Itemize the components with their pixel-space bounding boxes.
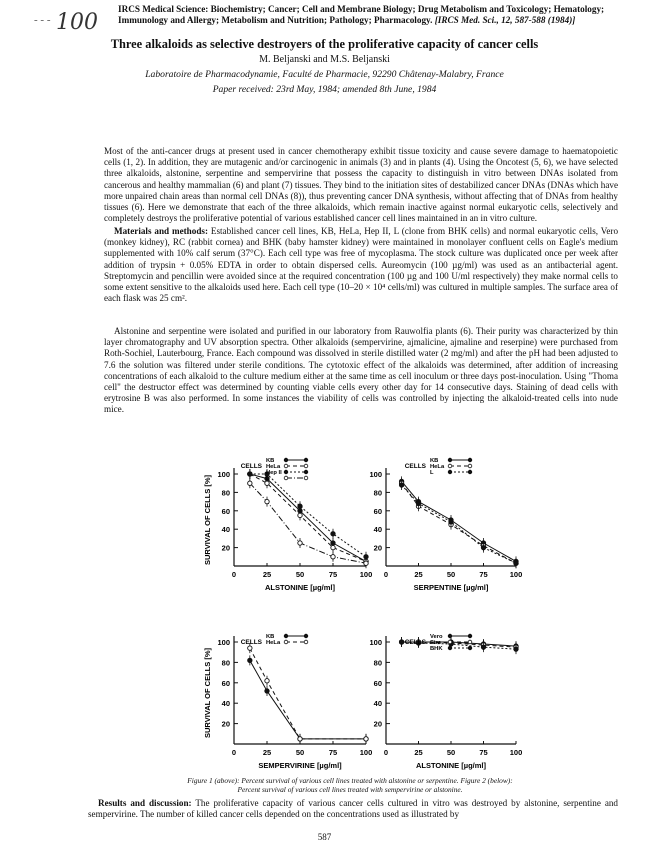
data-point (399, 483, 403, 487)
legend-marker (304, 464, 308, 468)
data-point (364, 561, 368, 565)
legend-marker (448, 470, 452, 474)
y-tick-label: 40 (221, 699, 230, 709)
journal-header (118, 4, 646, 26)
legend-marker (468, 458, 472, 462)
y-tick-label: 40 (373, 699, 382, 709)
x-axis-label-4: ALSTONINE [µg/ml] (415, 761, 487, 770)
results-paragraph: Results and discussion: The proliferative capacity of various cancer cells cultured in vitro was destroyed by alstonine, serpentine and sempervirine. The number of killed cancer cells depended on the concentrations used as illustrated by (88, 798, 618, 820)
y-tick-label: 80 (373, 658, 382, 668)
margin-mark: - - - (34, 14, 51, 26)
x-tick-label: 75 (479, 748, 488, 757)
legend-marker (468, 640, 472, 644)
legend-marker (448, 464, 452, 468)
x-tick-label: 25 (262, 570, 272, 579)
data-point (331, 532, 335, 536)
series-line-kb (402, 481, 516, 561)
figure-panels (196, 458, 536, 776)
y-tick-label: 60 (221, 678, 230, 688)
isolation-paragraph: Alstonine and serpentine were isolated and purified in our laboratory from Rauwolfia plants (6). Their purity was characterized by thin layer chromatography and UV absorption spectra. Other alkaloids (sempervirine, ajmalicine, ajmaline and reserpine) were purchased from Roth-Sochiel, Lauterbourg, France. Each compound was dissolved in sterile distilled water (2 mg/ml) and after the pH had been adjusted to 7.6 the solution was filtered under sterile conditions. The cytotoxic effect of the alkaloids was determined, after addition of increasing concentrations of each alkaloid to the culture medium either at the same time as cell inoculum or three days post-inoculation. Using "Thoma cell" the destructor effect was determined by counting viable cells every other day for 14 consecutive days. Staining of dead cells with erytrosine B was also performed. In some instances the viability of cells was controlled by injecting the alkaloid-treated cells into nude mice. (104, 326, 618, 415)
series-line-kb (250, 660, 366, 739)
data-point (364, 737, 368, 741)
data-point (416, 501, 420, 505)
y-tick-label: 20 (373, 543, 382, 553)
y-tick-label: 60 (373, 678, 382, 688)
y-tick-label: 100 (369, 638, 382, 647)
legend-entry: L (430, 470, 434, 476)
caption-line-2: Percent survival of various cell lines treated with sempervirine or alstonine. (237, 785, 463, 794)
x-tick-label: 25 (414, 570, 423, 579)
y-tick-label: 20 (221, 719, 230, 729)
article-title: Three alkaloids as selective destroyers of the proliferative capacity of cancer cells (110, 37, 539, 51)
data-point (248, 658, 252, 662)
caption-line-1: Figure 1 (above): Percent survival of various cell lines treated with alstonine or serpentine. Figure 2 (below): (187, 776, 513, 785)
methods-heading: Materials and methods: (114, 226, 208, 236)
x-tick-label: 25 (414, 748, 423, 757)
data-point (248, 481, 252, 485)
y-tick-label: 40 (373, 525, 382, 535)
y-tick-label: 60 (221, 506, 230, 516)
data-point (265, 689, 269, 693)
journal-line-2: Immunology and Allergy; Metabolism and Nutrition; Pathology; Pharmacology. [IRCS Med. Sci., 12, 587-588 (1984)] (118, 15, 576, 25)
x-tick-label: 25 (262, 748, 272, 757)
legend-cells-label: CELLS (404, 463, 426, 470)
legend-marker (284, 458, 288, 462)
y-tick-label: 80 (373, 488, 382, 498)
data-point (298, 541, 302, 545)
legend-marker (304, 634, 308, 638)
data-point (481, 645, 485, 649)
page-number: 587 (317, 832, 332, 842)
legend-marker (448, 640, 452, 644)
x-tick-label: 100 (359, 570, 373, 579)
legend-marker (284, 634, 288, 638)
x-tick-label: 0 (231, 570, 237, 579)
x-axis-label-3: SEMPERVIRINE [µg/ml] (258, 761, 342, 770)
legend-entry: BHK (430, 646, 443, 652)
x-tick-label: 50 (446, 748, 456, 757)
handwritten-annotation: 100 (56, 10, 98, 35)
journal-line-1: IRCS Medical Science: Biochemistry; Cancer; Cell and Membrane Biology; Drug Metabolism and Toxicology; Hematology; (118, 4, 605, 14)
y-tick-label: 20 (221, 543, 230, 553)
data-point (298, 737, 302, 741)
results-heading: Results and discussion: (98, 798, 192, 808)
legend-marker (284, 470, 288, 474)
figure-caption (150, 776, 550, 794)
x-tick-label: 50 (446, 570, 456, 579)
y-tick-label: 20 (373, 719, 382, 729)
data-point (298, 504, 302, 508)
legend-entry: HeLa (266, 464, 281, 470)
legend-entry: L (266, 476, 270, 482)
y-axis-label-1: SURVIVAL OF CELLS [%] (203, 474, 212, 566)
x-tick-label: 0 (383, 748, 389, 757)
x-tick-label: 0 (383, 570, 389, 579)
x-tick-label: 75 (328, 570, 338, 579)
legend-marker (448, 458, 452, 462)
x-tick-label: 100 (509, 748, 523, 757)
y-tick-label: 100 (217, 470, 230, 479)
legend-marker (448, 646, 452, 650)
data-point (481, 545, 485, 549)
y-tick-label: 80 (221, 658, 230, 668)
legend-entry: KB (266, 458, 275, 464)
legend-entry: HeLa (266, 640, 281, 646)
data-point (331, 545, 335, 549)
legend-entry: KB (430, 458, 439, 464)
legend-marker (284, 464, 288, 468)
y-tick-label: 100 (217, 638, 230, 647)
intro-paragraph: Most of the anti-cancer drugs at present used in cancer chemotherapy exhibit tissue toxicity and cause severe damage to haematopoietic cells (1, 2). In addition, they are mutagenic and/or carcinogenic in animals (3) and in plants (4). Using the Oncotest (5, 6), we have selected three alkaloids, alstonine, serpentine and sempervirine that possess the capacity to distinguish in vitro between DNAs isolated from cancerous and healthy mammalian (6) and plant (7) tissues. They bind to the initiation sites of destabilized cancer DNAs (DNAs which have more unpaired chain areas than normal cell DNAs (8)), thus preventing cancer DNA synthesis, without affecting that of DNAs from healthy tissues (6). Here we demonstrate that each of the three alkaloids, which remain inactive against normal eukaryotic cells, selectively and completely destroys the proliferative potential of various established cancer cell lines maintained in an in vitro culture. (104, 146, 618, 224)
y-tick-label: 40 (221, 525, 230, 535)
data-point (514, 561, 518, 565)
legend-entry: HeLa (430, 464, 445, 470)
legend-marker (284, 476, 288, 480)
legend-marker (304, 470, 308, 474)
legend-marker (304, 640, 308, 644)
legend-marker (468, 634, 472, 638)
affiliation: Laboratoire de Pharmacodynamie, Faculté de Pharmacie, 92290 Châtenay-Malabry, France (145, 69, 504, 80)
x-tick-label: 75 (479, 570, 488, 579)
x-tick-label: 100 (509, 570, 523, 579)
legend-marker (448, 634, 452, 638)
received-date: Paper received: 23rd May, 1984; amended 8th June, 1984 (212, 84, 437, 95)
x-tick-label: 75 (328, 748, 338, 757)
legend-entry: Sirc (430, 640, 441, 646)
methods-paragraph: Materials and methods: Established cancer cell lines, KB, HeLa, Hep II, L (clone from BHK cells) and normal eukaryotic cells, Vero (monkey kidney), RC (rabbit cornea) and BHK (baby hamster kidney) were maintained in monolayer confluent cells on Eagle's medium supplemented with 10% calf serum (37°C). Each cell type was free of mycoplasma. The stock culture was duplicated once per week after addition of trypsin + 0.05% EDTA in order to obtain dispersed cells. Aureomycin (100 µg/ml) was used as an antibacterial agent. Streptomycin and pencillin were avoided since at the required concentration (100 µg and 100 U/ml respectively) they make normal cells to some extent sensitive to the alkaloids used here. Each cell type (10–20 × 10⁴ cells/ml) was cultured in multiple samples. The surface area of each flask was 25 cm². (104, 226, 619, 304)
legend-cells-label: CELLS (404, 639, 426, 646)
legend-entry: Hep II (266, 470, 282, 476)
data-point (399, 640, 403, 644)
y-axis-label-3: SURVIVAL OF CELLS [%] (203, 647, 212, 739)
authors: M. Beljanski and M.S. Beljanski (259, 54, 390, 65)
x-axis-label-1: ALSTONINE [µg/ml] (264, 583, 336, 592)
legend-entry: KB (266, 634, 275, 640)
y-tick-label: 80 (221, 488, 230, 498)
y-tick-label: 100 (369, 470, 382, 479)
citation: [IRCS Med. Sci., 12, 587-588 (1984)] (434, 15, 576, 25)
legend-marker (468, 646, 472, 650)
data-point (248, 646, 252, 650)
x-tick-label: 50 (295, 748, 305, 757)
data-point (514, 647, 518, 651)
data-point (248, 472, 252, 476)
data-point (331, 555, 335, 559)
legend-marker (468, 464, 472, 468)
x-axis-label-2: SERPENTINE [µg/ml] (413, 583, 489, 592)
data-point (298, 513, 302, 517)
legend-marker (304, 458, 308, 462)
legend-entry: Vero (430, 634, 443, 640)
legend-marker (304, 476, 308, 480)
legend-cells-label: CELLS (240, 639, 262, 646)
data-point (265, 499, 269, 503)
x-tick-label: 50 (295, 570, 305, 579)
x-tick-label: 100 (359, 748, 373, 757)
legend-cells-label: CELLS (240, 463, 262, 470)
data-point (449, 520, 453, 524)
legend-marker (468, 470, 472, 474)
data-point (265, 679, 269, 683)
y-tick-label: 60 (373, 506, 382, 516)
x-tick-label: 0 (231, 748, 237, 757)
legend-marker (284, 640, 288, 644)
